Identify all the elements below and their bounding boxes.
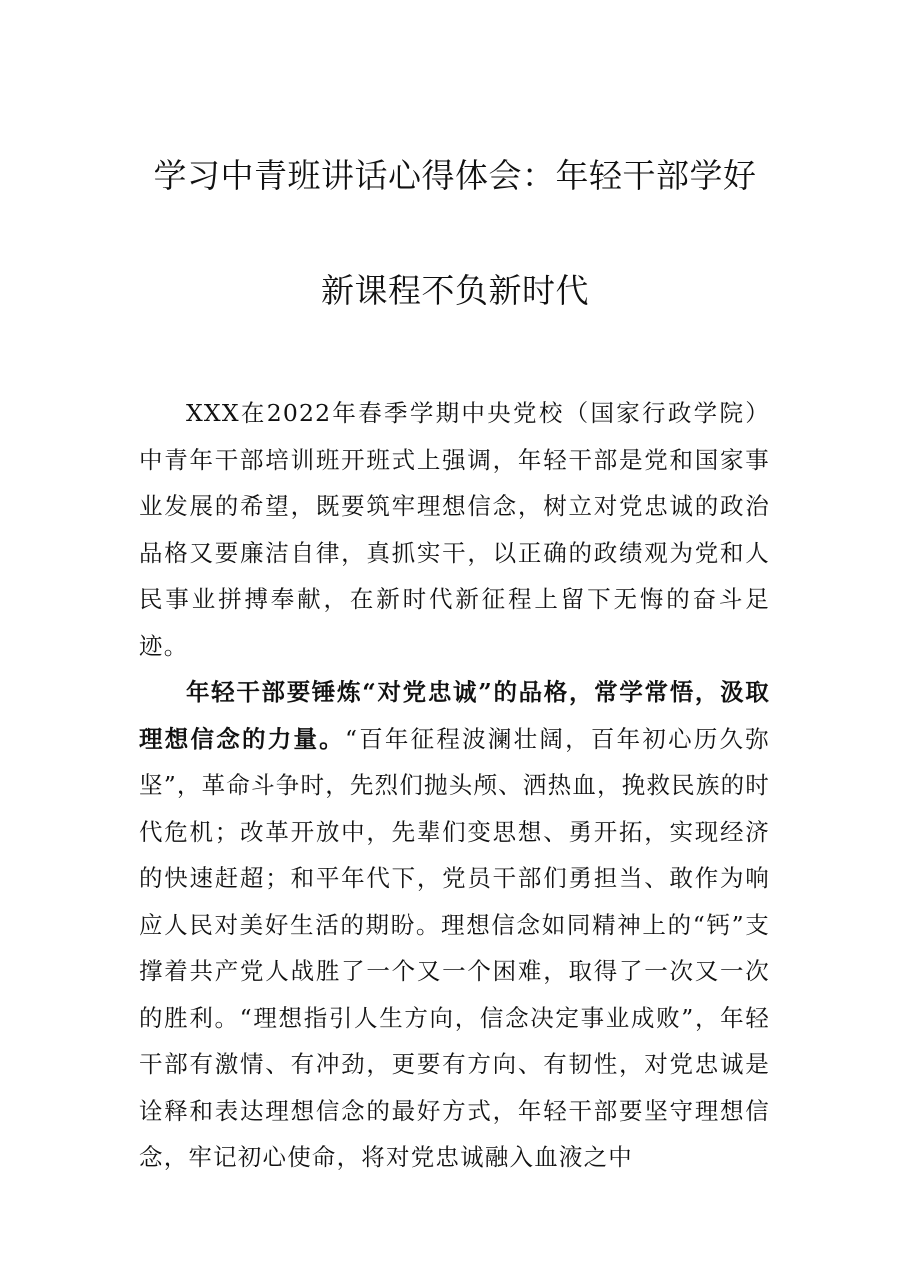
document-title-line-2: 新课程不负新时代 bbox=[321, 271, 589, 310]
paragraph-intro: XXX在2022年春季学期中央党校（国家行政学院）中青年干部培训班开班式上强调，年轻干部是党和国家事业发展的希望，既要筑牢理想信念，树立对党忠诚的政治品格又要廉洁自律，真抓实干，以正确的政绩观为党和人民事业拼搏奉献，在新时代新征程上留下无悔的奋斗足迹。 bbox=[139, 399, 770, 660]
paragraph-heading-bold: 年轻干部要锤炼“对党忠诚”的品格，常学常悟，汲取理想信念的力量。 bbox=[139, 678, 770, 753]
document-body bbox=[139, 390, 770, 1181]
paragraph-loyalty-text: “百年征程波澜壮阔，百年初心历久弥坚”，革命斗争时，先烈们抛头颅、洒热血，挽救民族的时代危机；改革开放中，先辈们变思想、勇开拓，实现经济的快速赶超；和平年代下，党员干部们勇担当、敢作为响应人民对美好生活的期盼。理想信念如同精神上的“钙”支撑着共产党人战胜了一个又一个困难，取得了一次又一次的胜利。“理想指引人生方向，信念决定事业成败”，年轻干部有激情、有冲劲，更要有方向、有韧性，对党忠诚是诠释和表达理想信念的最好方式，年轻干部要坚守理想信念，牢记初心使命，将对党忠诚融入血液之中 bbox=[139, 724, 770, 1171]
document-title-line-1: 学习中青班讲话心得体会：年轻干部学好 bbox=[153, 156, 757, 195]
paragraph-loyalty bbox=[139, 669, 770, 1181]
